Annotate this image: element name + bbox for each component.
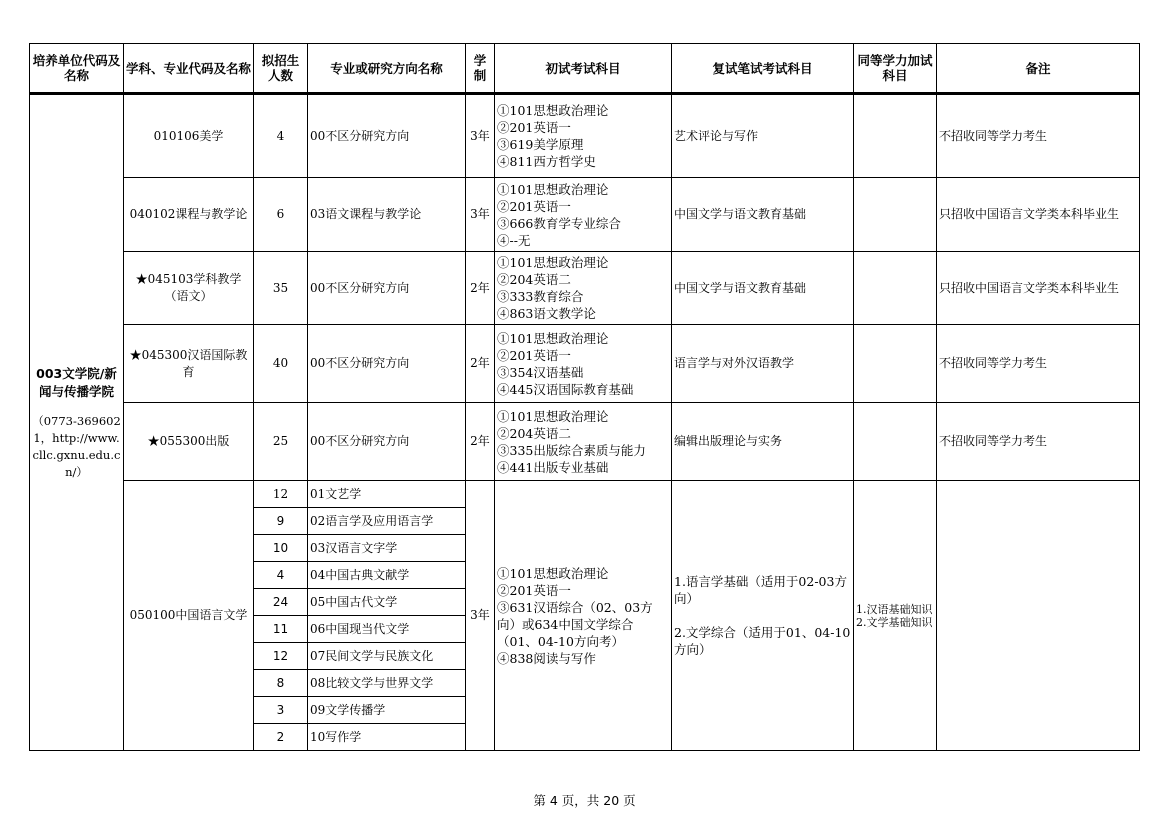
direction-cell: 00不区分研究方向 <box>308 94 466 178</box>
note-cell: 不招收同等学力考生 <box>937 403 1140 481</box>
table-row <box>30 252 1140 325</box>
header-extra: 同等学力加试科目 <box>854 44 937 94</box>
header-unit: 培养单位代码及名称 <box>30 44 124 94</box>
retest-subject: 1.语言学基础（适用于02-03方向） <box>674 574 847 606</box>
direction-cell: 05中国古代文学 <box>308 589 466 616</box>
direction-cell: 06中国现当代文学 <box>308 616 466 643</box>
exam-subject: ③354汉语基础 <box>497 364 584 380</box>
exam-subject: ①101思想政治理论 <box>497 255 609 270</box>
footer-suffix: 页 <box>623 793 636 808</box>
retest-cell: 语言学与对外汉语教学 <box>672 325 854 403</box>
footer-middle: 页，共 <box>561 793 600 808</box>
exam-subject: ①101思想政治理论 <box>497 408 609 424</box>
plan-cell: 4 <box>254 94 308 178</box>
plan-cell: 12 <box>254 481 308 508</box>
years-cell: 2年 <box>466 403 495 481</box>
years-cell: 3年 <box>466 94 495 178</box>
direction-cell: 01文艺学 <box>308 481 466 508</box>
plan-cell: 12 <box>254 643 308 670</box>
note-cell <box>937 481 1140 751</box>
exam-cell <box>495 252 672 325</box>
exam-cell <box>495 178 672 252</box>
exam-subject: ②201英语一 <box>497 347 571 363</box>
direction-cell: 07民间文学与民族文化 <box>308 643 466 670</box>
page-footer <box>0 791 1169 809</box>
years-cell: 3年 <box>466 178 495 252</box>
major-cell: 010106美学 <box>124 94 254 178</box>
plan-cell: 40 <box>254 325 308 403</box>
table-row <box>30 403 1140 481</box>
extra-subject: 1.汉语基础知识 <box>856 602 933 616</box>
direction-cell: 08比较文学与世界文学 <box>308 670 466 697</box>
page-total: 20 <box>603 793 620 808</box>
table-row <box>30 325 1140 403</box>
exam-subject: ④441出版专业基础 <box>497 459 609 475</box>
extra-cell <box>854 252 937 325</box>
direction-cell: 10写作学 <box>308 724 466 751</box>
footer-prefix: 第 <box>533 793 546 808</box>
table-row <box>30 94 1140 178</box>
major-cell: 040102课程与教学论 <box>124 178 254 252</box>
header-major: 学科、专业代码及名称 <box>124 44 254 94</box>
plan-cell: 8 <box>254 670 308 697</box>
direction-cell: 03汉语言文字学 <box>308 535 466 562</box>
direction-cell: 09文学传播学 <box>308 697 466 724</box>
unit-cell <box>30 94 124 751</box>
years-cell: 2年 <box>466 325 495 403</box>
exam-subject: ④811西方哲学史 <box>497 154 596 169</box>
table-row <box>30 178 1140 252</box>
exam-subject: ①101思想政治理论 <box>497 330 609 346</box>
plan-cell: 24 <box>254 589 308 616</box>
table-row <box>30 481 1140 508</box>
plan-cell: 25 <box>254 403 308 481</box>
plan-cell: 35 <box>254 252 308 325</box>
exam-subject: ②204英语二 <box>497 272 571 287</box>
extra-cell <box>854 403 937 481</box>
plan-cell: 6 <box>254 178 308 252</box>
plan-cell: 4 <box>254 562 308 589</box>
extra-cell <box>854 94 937 178</box>
exam-subject: ③631汉语综合（02、03方向）或634中国文学综合（01、04-10方向考） <box>497 599 653 649</box>
retest-cell: 中国文学与语文教育基础 <box>672 252 854 325</box>
retest-cell: 编辑出版理论与实务 <box>672 403 854 481</box>
header-row <box>30 44 1140 94</box>
note-cell: 不招收同等学力考生 <box>937 94 1140 178</box>
note-cell: 不招收同等学力考生 <box>937 325 1140 403</box>
retest-cell: 艺术评论与写作 <box>672 94 854 178</box>
direction-cell: 00不区分研究方向 <box>308 403 466 481</box>
note-cell: 只招收中国语言文学类本科毕业生 <box>937 252 1140 325</box>
extra-subject: 2.文学基础知识 <box>856 615 933 629</box>
years-cell: 3年 <box>466 481 495 751</box>
header-exam: 初试考试科目 <box>495 44 672 94</box>
header-direction: 专业或研究方向名称 <box>308 44 466 94</box>
exam-subject: ①101思想政治理论 <box>497 103 609 118</box>
direction-cell: 00不区分研究方向 <box>308 252 466 325</box>
exam-subject: ④--无 <box>497 232 531 248</box>
extra-cell <box>854 178 937 252</box>
exam-subject: ②201英语一 <box>497 198 571 214</box>
direction-cell: 00不区分研究方向 <box>308 325 466 403</box>
major-cell: 050100中国语言文学 <box>124 481 254 751</box>
retest-cell <box>672 481 854 751</box>
header-note: 备注 <box>937 44 1140 94</box>
exam-subject: ②201英语一 <box>497 582 571 598</box>
exam-subject: ④445汉语国际教育基础 <box>497 381 634 397</box>
plan-cell: 10 <box>254 535 308 562</box>
exam-subject: ②201英语一 <box>497 120 571 135</box>
exam-subject: ①101思想政治理论 <box>497 565 609 581</box>
page-number: 4 <box>549 793 558 808</box>
exam-subject: ④838阅读与写作 <box>497 650 596 666</box>
exam-subject: ④863语文教学论 <box>497 306 596 321</box>
plan-cell: 11 <box>254 616 308 643</box>
plan-cell: 9 <box>254 508 308 535</box>
exam-subject: ①101思想政治理论 <box>497 181 609 197</box>
direction-cell: 02语言学及应用语言学 <box>308 508 466 535</box>
header-plan: 拟招生人数 <box>254 44 308 94</box>
header-retest: 复试笔试考试科目 <box>672 44 854 94</box>
exam-subject: ②204英语二 <box>497 425 571 441</box>
years-cell: 2年 <box>466 252 495 325</box>
exam-cell <box>495 325 672 403</box>
major-cell: ★045103学科教学（语文） <box>124 252 254 325</box>
direction-cell: 03语文课程与教学论 <box>308 178 466 252</box>
retest-subject: 2.文学综合（适用于01、04-10方向） <box>674 625 851 657</box>
plan-cell: 2 <box>254 724 308 751</box>
exam-subject: ③335出版综合素质与能力 <box>497 442 646 458</box>
plan-cell: 3 <box>254 697 308 724</box>
extra-cell <box>854 481 937 751</box>
exam-cell <box>495 481 672 751</box>
header-years: 学制 <box>466 44 495 94</box>
exam-subject: ③619美学原理 <box>497 137 584 152</box>
retest-cell: 中国文学与语文教育基础 <box>672 178 854 252</box>
note-cell: 只招收中国语言文学类本科毕业生 <box>937 178 1140 252</box>
unit-name: 003文学院/新闻与传播学院 <box>36 365 117 399</box>
spacer <box>674 607 851 624</box>
exam-subject: ③666教育学专业综合 <box>497 215 621 231</box>
direction-cell: 04中国古典文献学 <box>308 562 466 589</box>
unit-contact: （0773-3696021，http://www.cllc.gxnu.edu.cn/） <box>32 413 121 479</box>
exam-subject: ③333教育综合 <box>497 289 584 304</box>
major-cell: ★045300汉语国际教育 <box>124 325 254 403</box>
extra-cell <box>854 325 937 403</box>
admissions-table <box>29 43 1140 751</box>
exam-cell <box>495 94 672 178</box>
major-cell: ★055300出版 <box>124 403 254 481</box>
exam-cell <box>495 403 672 481</box>
